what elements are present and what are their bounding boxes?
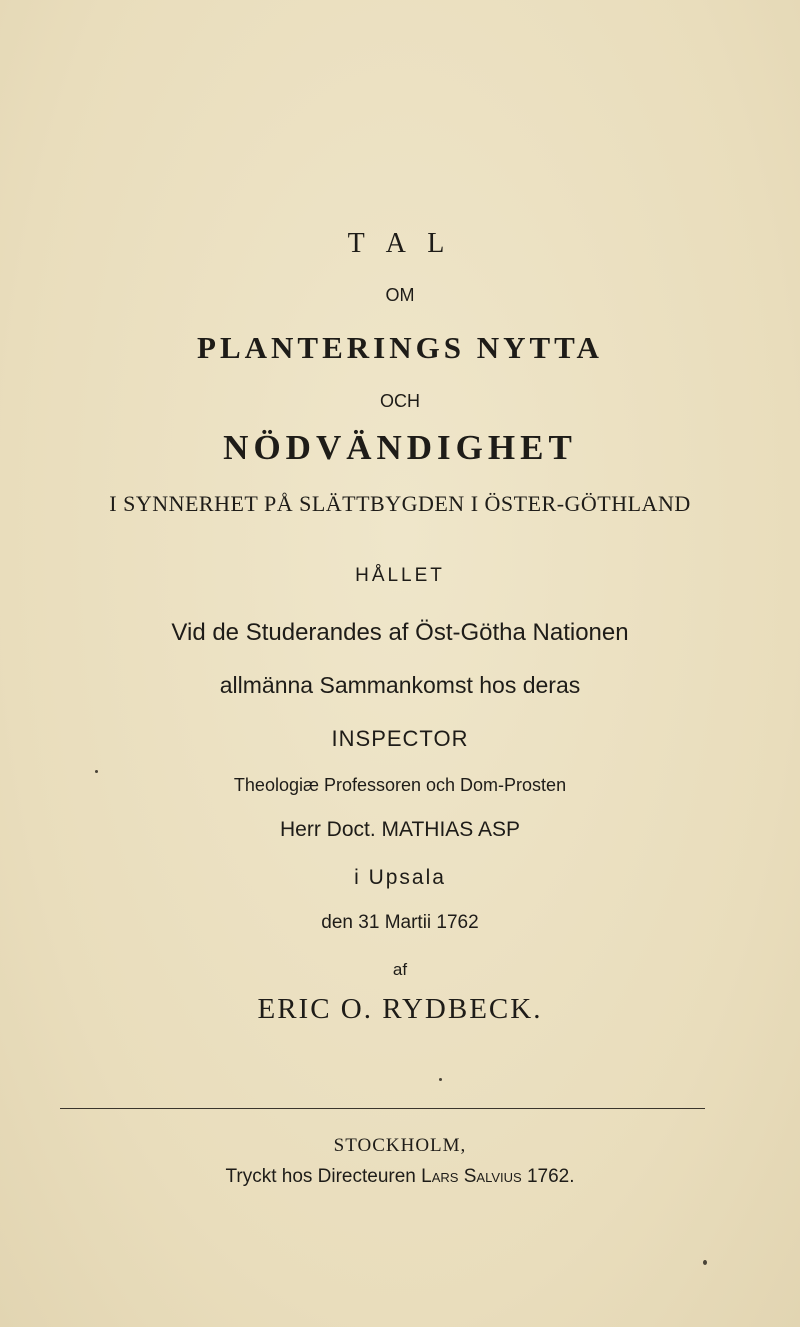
imprint-city: STOCKHOLM, — [333, 1135, 467, 1156]
heading-planterings-nytta: PLANTERINGS NYTTA — [197, 330, 603, 365]
word-om: OM — [385, 285, 415, 305]
word-hallet: HÅLLET — [355, 565, 445, 586]
line-vid-de-studerandes: Vid de Studerandes af Öst-Götha Nationen — [171, 619, 629, 646]
heading-nodvandighet: NÖDVÄNDIGHET — [223, 428, 577, 467]
line-theologiae: Theologiæ Professoren och Dom-Prosten — [233, 775, 567, 795]
author-name: ERIC O. RYDBECK. — [257, 993, 543, 1025]
word-af: af — [392, 960, 408, 979]
line-date: den 31 Martii 1762 — [321, 912, 479, 933]
imprint-prefix: Tryckt hos Directeuren — [225, 1166, 416, 1187]
imprint-year: 1762. — [526, 1166, 575, 1187]
imprint-printer: Lars Salvius — [421, 1166, 522, 1187]
paper-speck — [703, 1260, 707, 1265]
paper-speck — [439, 1078, 442, 1081]
word-och: OCH — [380, 391, 420, 411]
word-inspector: INSPECTOR — [331, 726, 469, 751]
line-herr-mathias-asp: Herr Doct. MATHIAS ASP — [280, 818, 520, 841]
divider-rule — [60, 1108, 705, 1109]
line-i-upsala: i Upsala — [354, 866, 446, 889]
paper-speck — [95, 770, 98, 773]
line-allmanna-sammankomst: allmänna Sammankomst hos deras — [219, 672, 581, 698]
imprint-line — [0, 1166, 800, 1188]
subtitle-synnerhet: I SYNNERHET PÅ SLÄTTBYGDEN I ÖSTER-GÖTHLAND — [109, 491, 691, 516]
heading-tal: T A L — [347, 228, 453, 259]
